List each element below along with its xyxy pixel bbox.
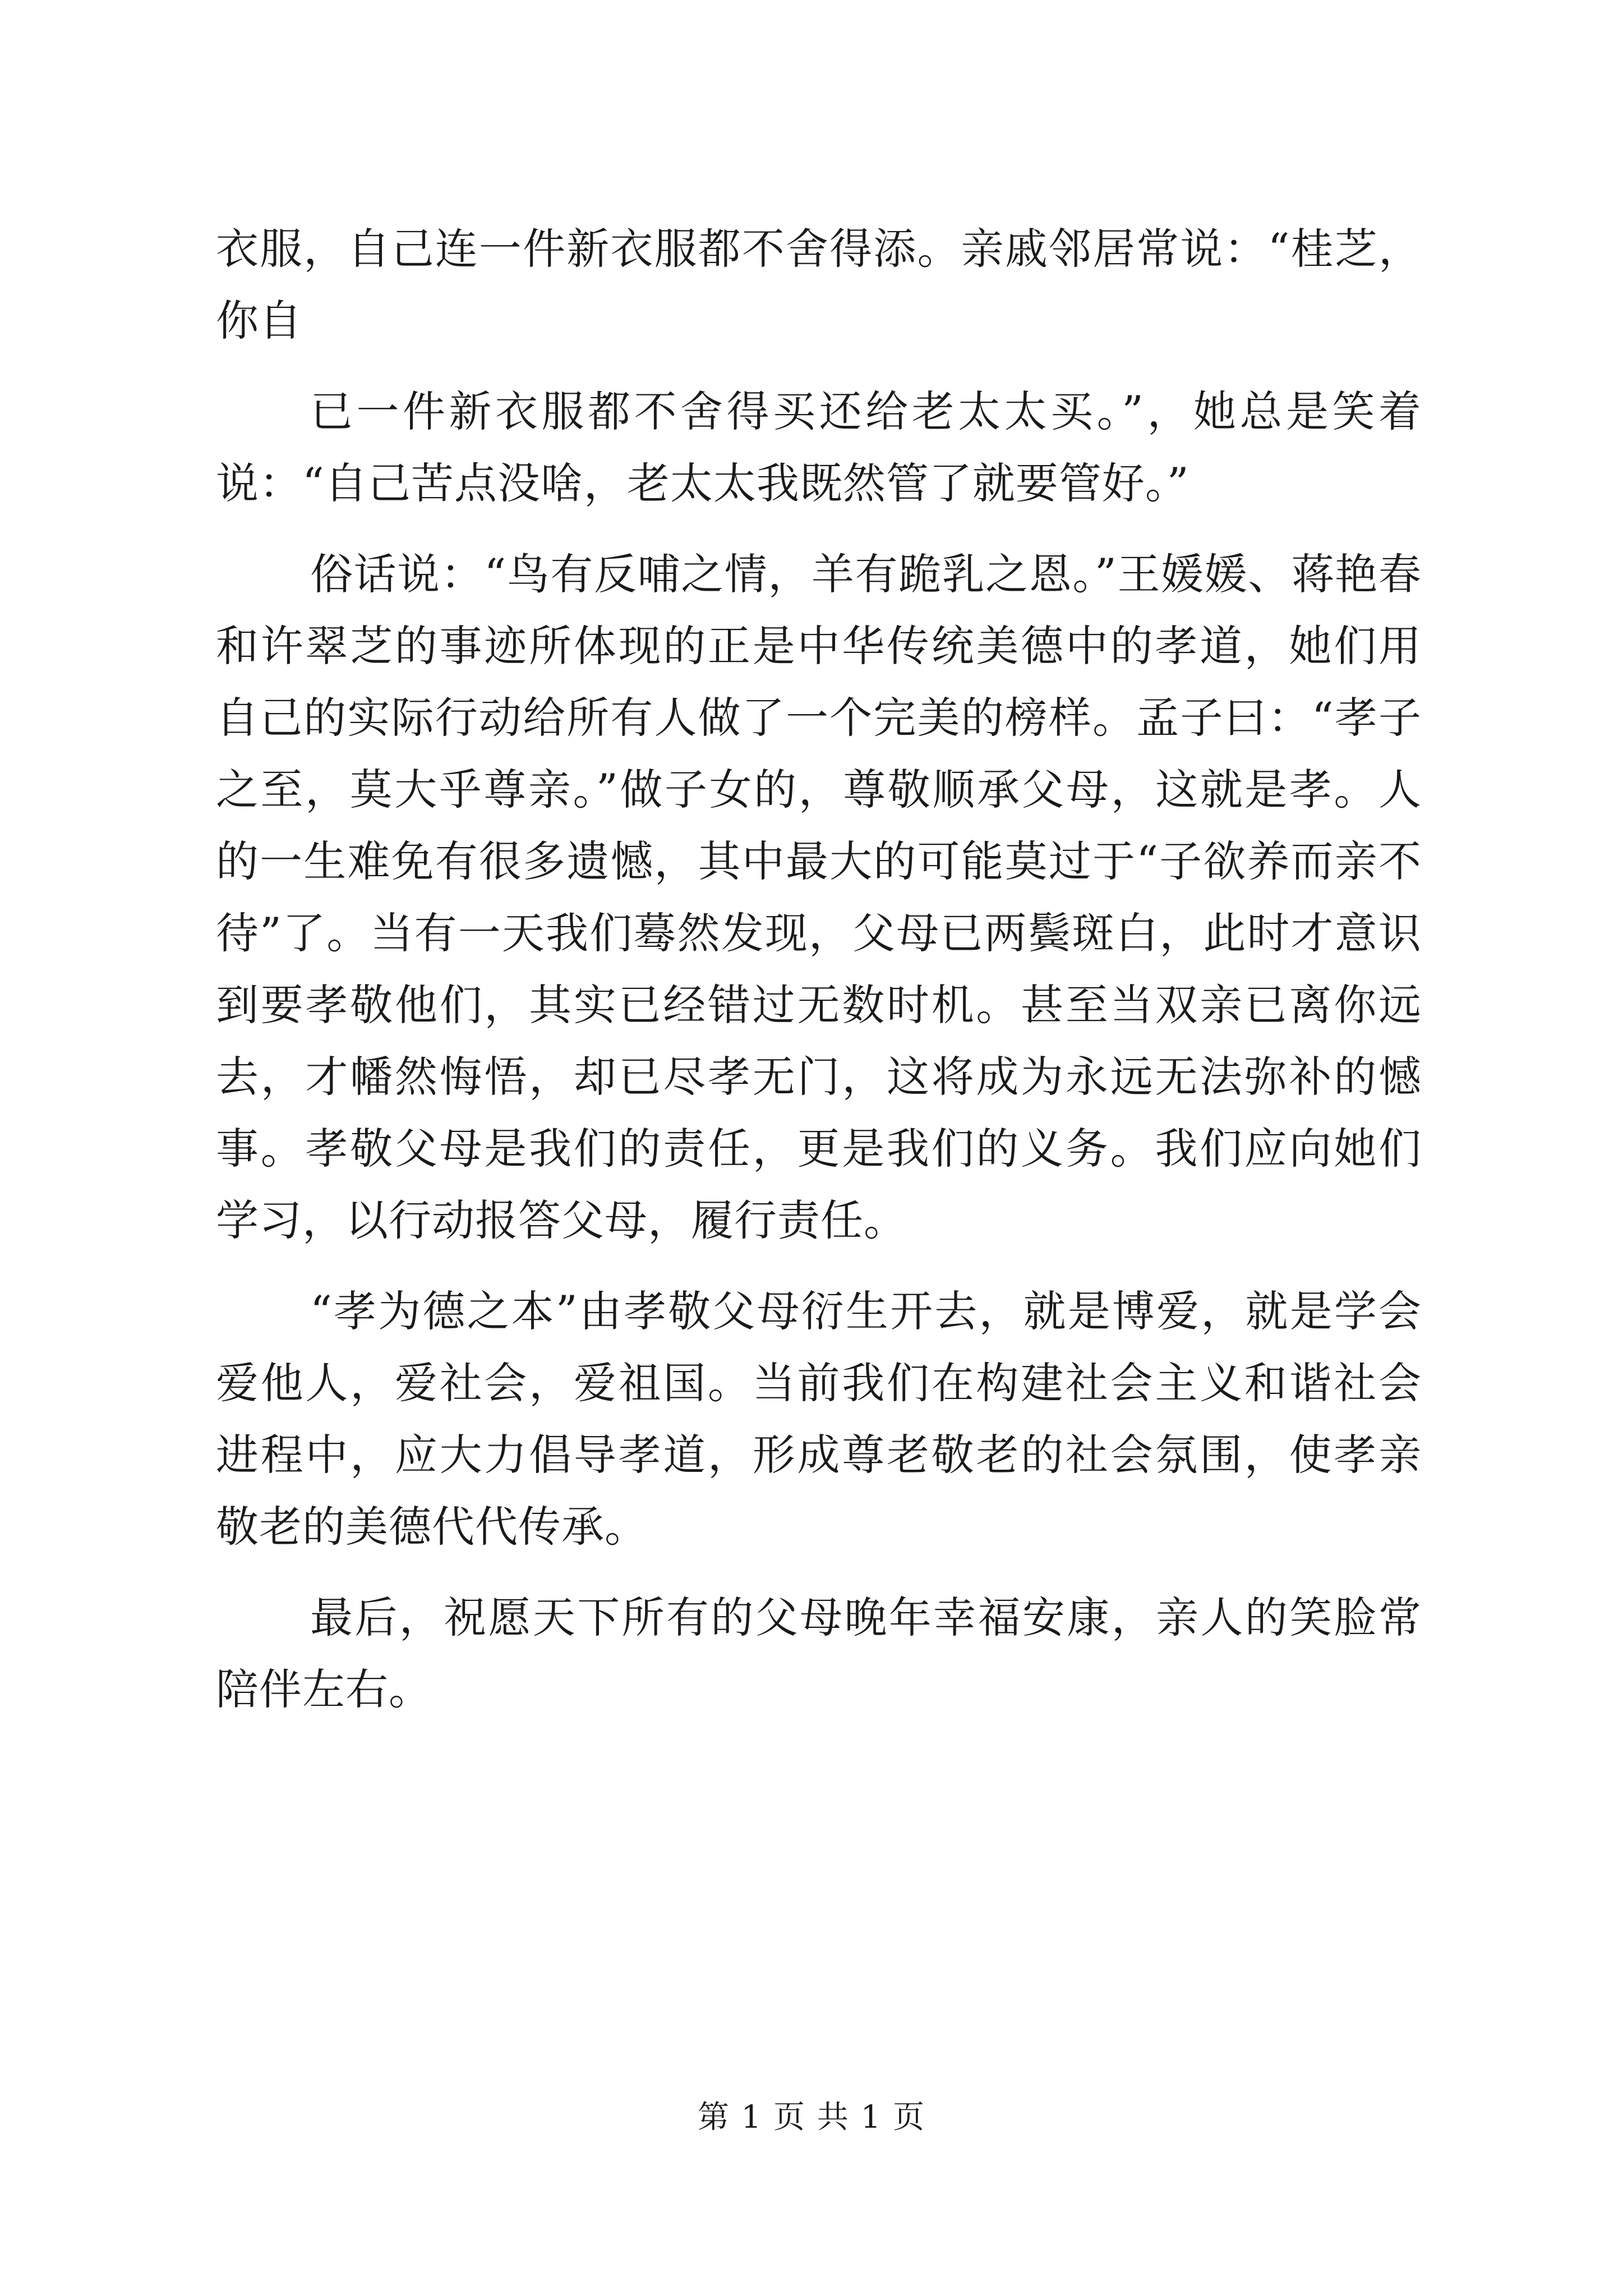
paragraph-5: 最后，祝愿天下所有的父母晚年幸福安康，亲人的笑脸常陪伴左右。 [216,1593,1422,1714]
paragraph-3: 俗话说：“鸟有反哺之情，羊有跪乳之恩。”王媛媛、蒋艳春和许翠芝的事迹所体现的正是中华传统美德中的孝道，她们用自己的实际行动给所有人做了一个完美的榜样。孟子曰：“孝子之至，莫大乎尊亲。”做子女的，尊敬顺承父母，这就是孝。人的一生难免有很多遗憾，其中最大的可能莫过于“子欲养而亲不待”了。当有一天我们蓦然发现，父母已两鬓斑白，此时才意识到要孝敬他们，其实已经错过无数时机。甚至当双亲已离你远去，才幡然悔悟，却已尽孝无门，这将成为永远无法弥补的憾事。孝敬父母是我们的责任，更是我们的义务。我们应向她们学习，以行动报答父母，履行责任。 [216,549,1422,1245]
paragraph-1: 衣服，自己连一件新衣服都不舍得添。亲戚邻居常说：“桂芝，你自 [216,224,1422,346]
paragraph-4: “孝为德之本”由孝敬父母衍生开去，就是博爱，就是学会爱他人，爱社会，爱祖国。当前我们在构建社会主义和谐社会进程中，应大力倡导孝道，形成尊老敬老的社会氛围，使孝亲敬老的美德代代传承。 [216,1286,1422,1552]
document-body [216,213,1422,1745]
paragraph-2: 已一件新衣服都不舍得买还给老太太买。”，她总是笑着说：“自己苦点没啥，老太太我既然管了就要管好。” [216,386,1422,508]
page-footer: 第 1 页 共 1 页 [697,2099,926,2136]
